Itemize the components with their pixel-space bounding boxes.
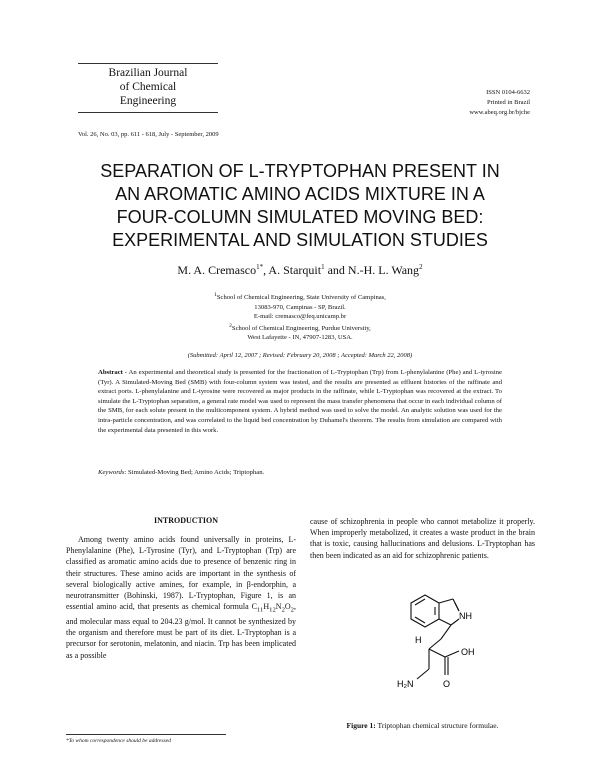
atom-nh: NH xyxy=(459,611,472,621)
footnote: *To whom correspondence should be addressed xyxy=(66,738,171,744)
keywords-text: : Simulated-Moving Bed; Amino Acids; Triptophan. xyxy=(124,469,265,476)
affiliation-email: E-mail: cremasco@feq.unicamp.br xyxy=(253,313,347,321)
intro-paragraph xyxy=(66,534,296,661)
author-name: , A. Starquit xyxy=(263,263,322,277)
title-line: FOUR-COLUMN SIMULATED MOVING BED: xyxy=(116,207,484,227)
formula-sub: 12 xyxy=(269,606,276,614)
atom-o: O xyxy=(443,679,451,689)
affiliation-line xyxy=(100,291,500,303)
journal-name-line: Engineering xyxy=(119,95,177,107)
submission-dates: (Submitted: April 12, 2007 ; Revised: February 20, 2008 ; Accepted: March 22, 2008) xyxy=(187,352,413,359)
title-line: SEPARATION OF L-TRYPTOPHAN PRESENT IN xyxy=(100,161,500,181)
formula-atom: O xyxy=(284,602,291,612)
author-name: and N.-H. L. Wang xyxy=(324,263,420,277)
author-name: M. A. Cremasco xyxy=(177,263,257,277)
formula-sub: 11 xyxy=(256,606,264,614)
atom-h: H xyxy=(415,635,422,645)
affiliation-text: School of Chemical Engineering, Purdue University, xyxy=(231,324,371,332)
affiliation-sup: 2 xyxy=(229,322,232,329)
journal-name-line: of Chemical xyxy=(119,81,177,93)
intro-text: , and molecular mass equal to 204.23 g/mol. It cannot be synthesized by the organism and therefore must be part of its diet. L-Tryptophan is a precursor for serotonin, melatonin, and niacin. Trp has been implicated as a possible xyxy=(66,602,296,660)
figure-label: Figure 1: xyxy=(346,721,376,730)
affiliation-line xyxy=(100,322,500,334)
abstract xyxy=(98,368,502,435)
atom-h2n: H₂N xyxy=(397,679,414,689)
affiliations xyxy=(100,291,500,343)
affiliation-line: 13083-970, Campinas - SP, Brazil. xyxy=(254,303,346,311)
printed-in: Printed in Brazil xyxy=(487,99,530,106)
figure-caption xyxy=(310,721,535,730)
affiliation-text: School of Chemical Engineering, State University of Campinas, xyxy=(216,294,386,302)
abstract-label: Abstract xyxy=(98,369,123,376)
abstract-text: - An experimental and theoretical study is presented for the fractionation of L-Tryptophan (Trp) from L-phenylalanine (Phe) and L-tyrosine (Tyr). A Simulated-Moving Bed (SMB) with four-column system was tested, and the results are presented as effluent histories of the raffinate and extract ports. L-phenylalanine and L-tyrosine were recovered as major products in the raffinate, while L-Tryptophan was recovered at the extract. To simulate the L-Tryptophan separation, a general rate model was used to represent the mass transfer phenomena that occur in each individual column of the SMB, for each solute present in the multicomponent system. A hybrid method was used to solve the model. An analytic solution was used for the intra-particle concentration, and was correlated to the liquid bed concentration by Duhamel's theorem. The results from simulation are compared with the experimental data presented in this work. xyxy=(98,369,502,434)
intro-paragraph: cause of schizophrenia in people who cannot metabolize it properly. When improperly metabolized, it creates a waste product in the brain that is toxic, causing hallucinations and delusions. L-Tryptophan has then been indicated as an aid for schizophrenic patients. xyxy=(310,517,535,560)
author-sup: 1 xyxy=(321,263,325,271)
keywords-label: Keywords xyxy=(98,469,125,476)
formula-sub: 2 xyxy=(290,606,294,614)
volume-line: Vol. 26, No. 03, pp. 611 - 618, July - September, 2009 xyxy=(78,131,219,138)
journal-name-block xyxy=(78,63,218,113)
title-line: EXPERIMENTAL AND SIMULATION STUDIES xyxy=(112,230,488,250)
author-sup: 1* xyxy=(256,263,264,271)
formula-sub: 2 xyxy=(281,606,285,614)
formula-atom: N xyxy=(275,602,282,612)
figure-caption-text: Triptophan chemical structure formulae. xyxy=(375,721,499,730)
intro-text: Among twenty amino acids found universally in proteins, L-Phenylalanine (Phe), L-Tyrosine (Tyr), and L-Tryptophan (Trp) are classified as aromatic amino acids due to presence of benzenic ring in their structures. These amino acids are important in the synthesis of several biologically active amines, for example, in β-endorphin, a neurotransmitter (Bohinski, 1987). L-Tryptophan, Figure 1, is an essential amino acid, that presents as chemical formula C xyxy=(66,535,296,612)
affiliation-line: West Lafayette - IN, 47907-1283, USA. xyxy=(247,334,353,342)
keywords xyxy=(98,469,502,476)
issn-block xyxy=(469,88,530,118)
title-line: AN AROMATIC AMINO ACIDS MIXTURE IN A xyxy=(115,184,485,204)
atom-oh: OH xyxy=(461,647,475,657)
issn-number: ISSN 0104-6632 xyxy=(486,89,530,96)
author-sup: 2 xyxy=(419,263,423,271)
tryptophan-structure xyxy=(375,585,525,713)
intro-column-left xyxy=(66,534,296,661)
paper-title xyxy=(60,160,540,252)
section-heading: INTRODUCTION xyxy=(153,516,218,525)
journal-name-line: Brazilian Journal xyxy=(108,67,188,79)
journal-url: www.abeq.org.br/bjche xyxy=(469,109,530,116)
authors-line xyxy=(60,263,540,278)
affiliation-sup: 1 xyxy=(214,292,217,298)
intro-column-right xyxy=(310,516,535,561)
formula-atom: H xyxy=(263,602,270,612)
footnote-divider xyxy=(66,734,226,735)
